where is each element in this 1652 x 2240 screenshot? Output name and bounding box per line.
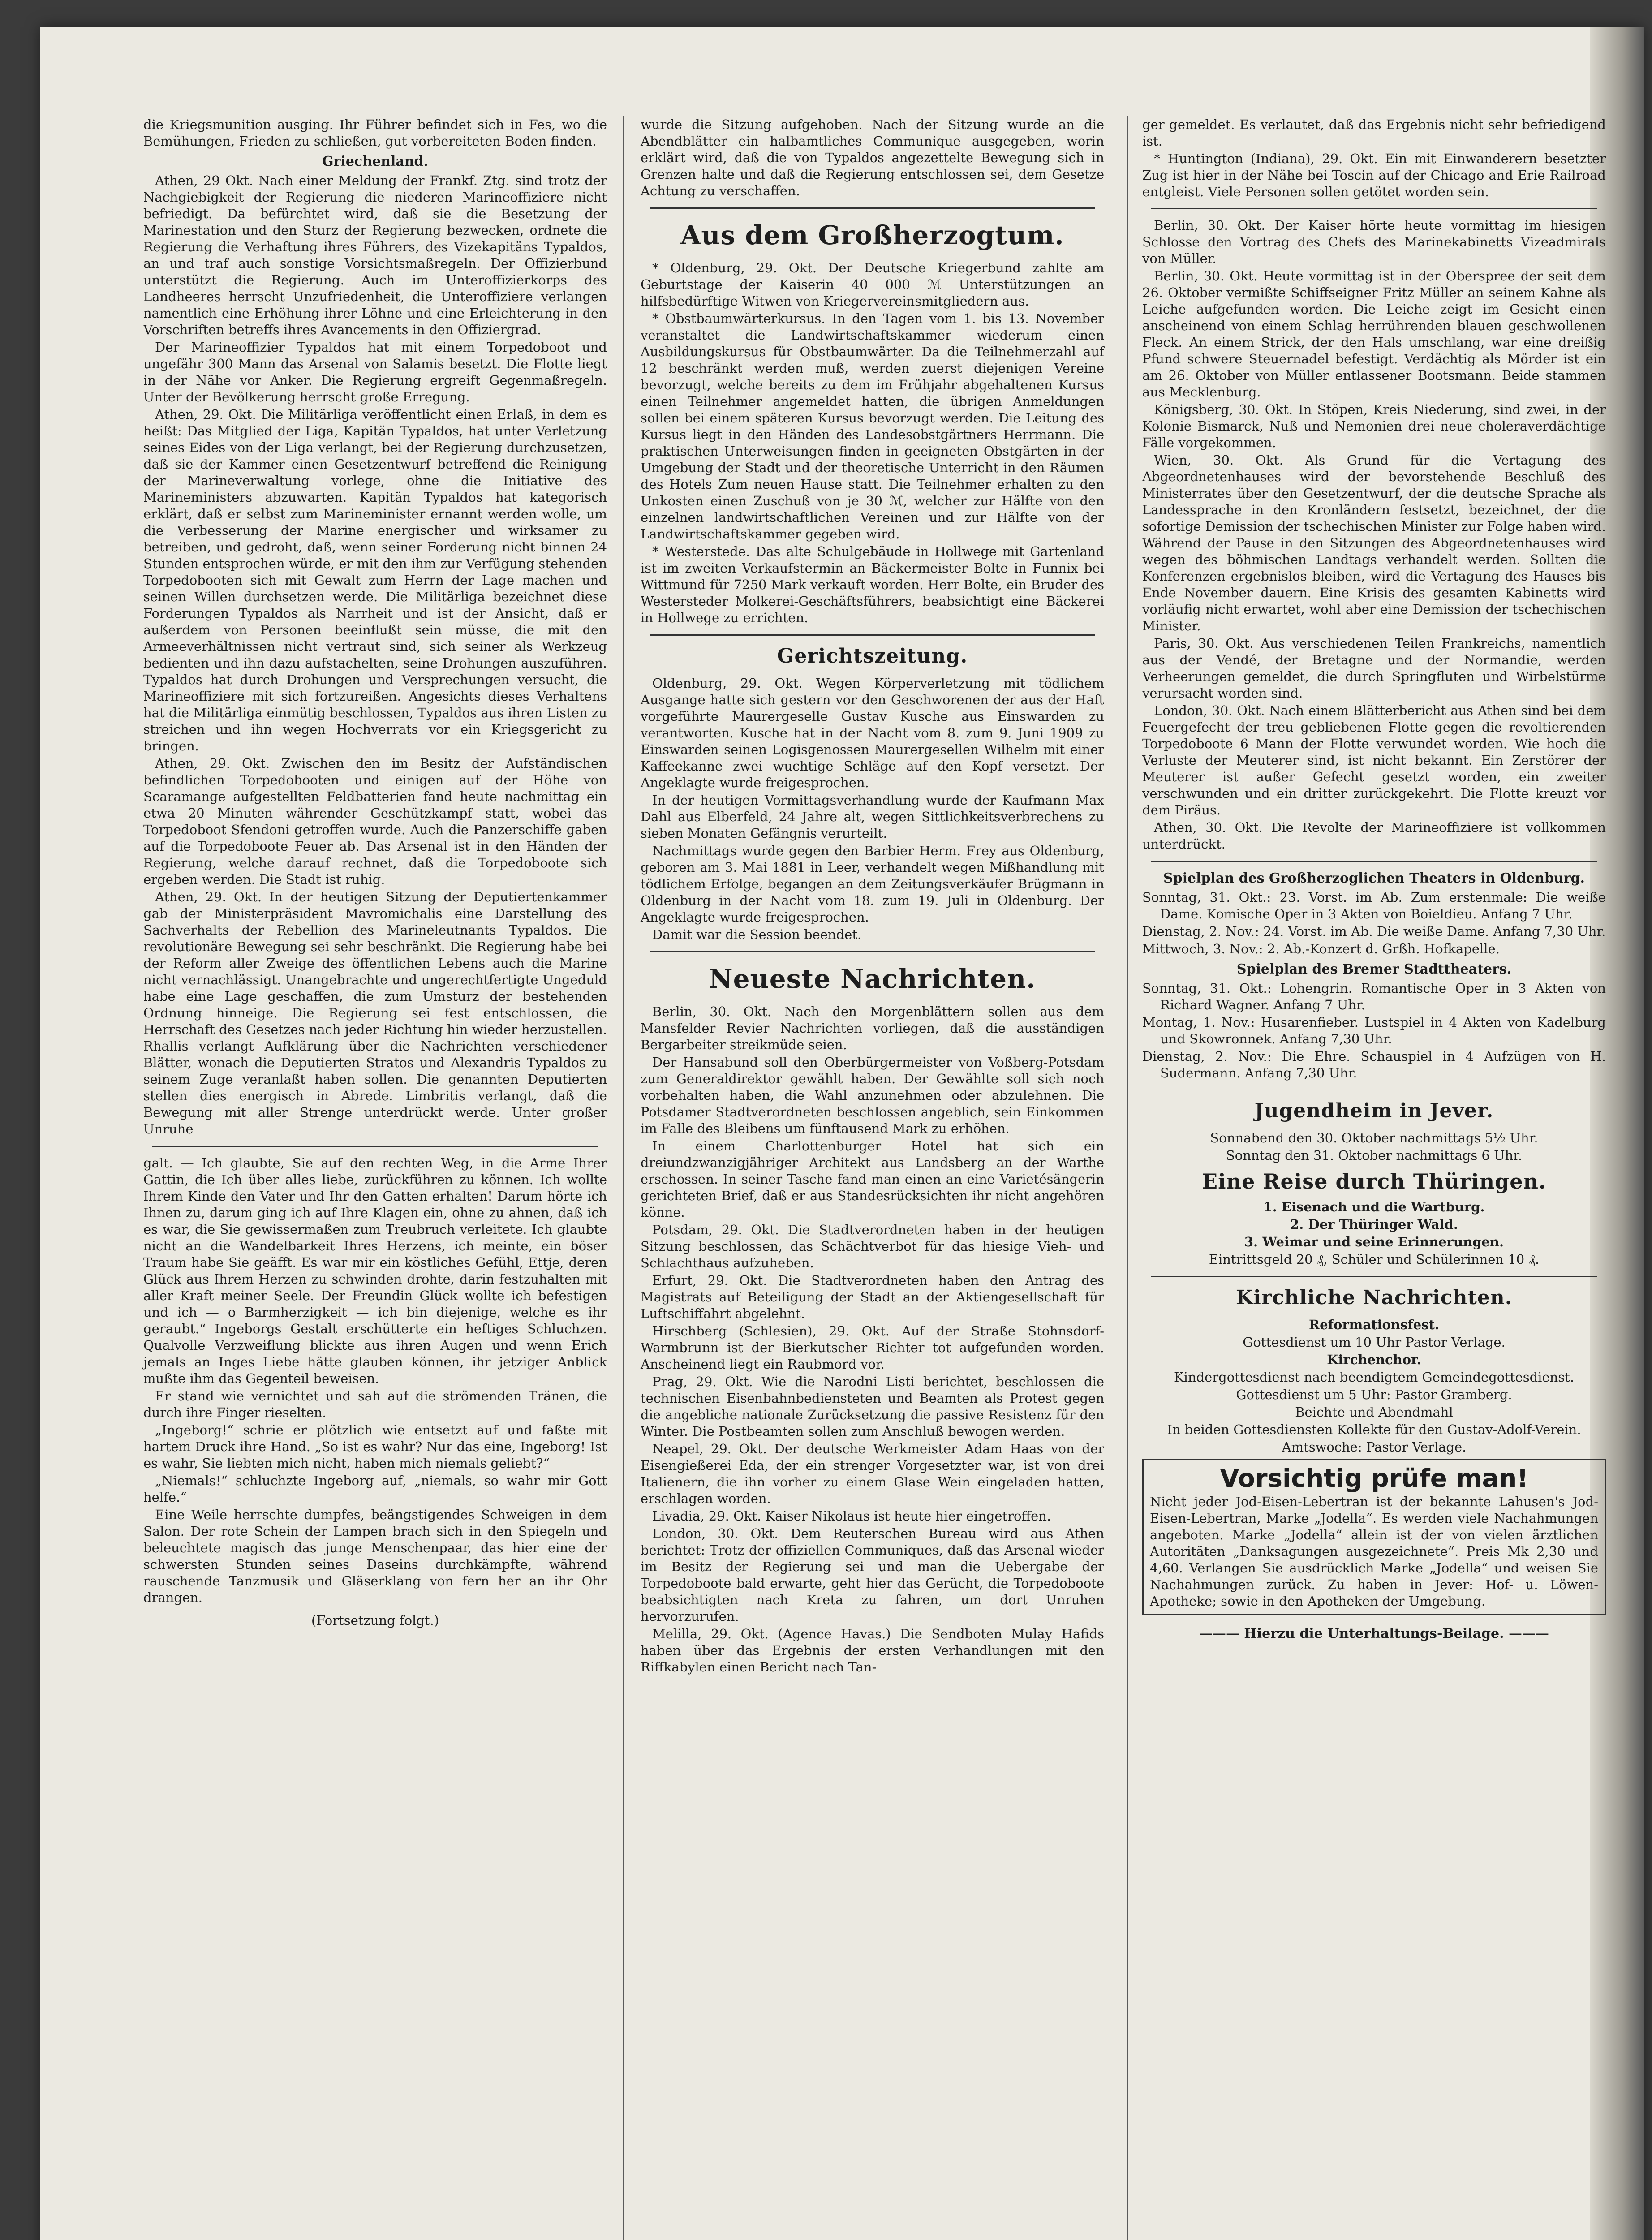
divider xyxy=(1151,208,1597,209)
article-text: Athen, 29. Okt. In der heutigen Sitzung der Deputiertenkammer gab der Ministerpräsident Mavromichalis eine Darstellung des Sachverhalts der Rebellion des Marineleutnants Typaldos. Die revolutionäre Bewegung sei sehr beschränkt. Die Regierung habe bei der Reform aller Zweige des öffentlichen Lebens auch die Marine nicht vernachlässigt. Unangebrachte und ungerechtfertigte Ungeduld habe eine Lage geschaffen, die zum Umsturz der bestehenden Ordnung hinneige. Die Regierung sei fest entschlossen, die Herrschaft des Gesetzes nach jeder Richtung hin wieder herzustellen. Rhallis verlangt Aufklärung über die Nachrichten verschiedener Blätter, wonach die Deputierten Stratos und Alexandris Typaldos zu seinem Zuge veranlaßt haben sollen. Die genannten Deputierten stellen dies energisch in Abrede. Limbritis verlangt, daß die Bewegung mit aller Strenge unterdrückt werde. Unter großer Unruhe xyxy=(143,889,607,1137)
advert-heading: Jugendheim in Jever. xyxy=(1254,1099,1494,1122)
article-text: Nachmittags wurde gegen den Barbier Herm. Frey aus Oldenburg, geboren am 3. Mai 1881 in Leer, verhandelt wegen Mißhandlung mit tödlichem Erfolge, begangen an dem Zeitungsverkäufer Brügmann in Oldenburg in der Nacht vom 18. zum 19. Juli in Oldenburg. Der Angeklagte wurde freigesprochen. xyxy=(641,843,1104,925)
serial-novel-text: galt. — Ich glaubte, Sie auf den rechten Weg, in die Arme Ihrer Gattin, die Ich über alles liebe, zurückführen zu können. Ich wollte Ihrem Kinde den Vater und Ihr den Gatten erhalten! Darum hörte ich Ihnen zu, darum ging ich auf Ihre Klagen ein, ohne zu ahnen, daß ich es war, die Sie gewissermaßen zum Treubruch verleitete. Ich glaubte nicht an die Wandelbarkeit Ihres Herzens, ich meinte, ein böser Traum habe Sie geäfft. Es war mir ein köstliches Gefühl, Ettje, deren Glück aus Ihrem Herzen zu schwinden drohte, darin festzuhalten mit aller Kraft meiner Seele. Der Freundin Glück wollte ich befestigen und ich — o Barmherzigkeit — ich bin diejenige, welche es ihr geraubt.“ Ingeborgs Gestalt erschütterte ein heftiges Schluchzen. Qualvolle Verzweiflung blickte aus ihren Augen und wenn Erich jemals an Inges Liebe hätte glauben können, ihr jetziger Anblick mußte ihm das Gegenteil beweisen. xyxy=(143,1155,607,1386)
article-text: die Kriegsmunition ausging. Ihr Führer befindet sich in Fes, wo die Bemühungen, Frieden zu schließen, gut vorbereiteten Boden finden. xyxy=(143,117,607,149)
theater-schedule xyxy=(1142,980,1606,1081)
section-heading: Gerichtszeitung. xyxy=(777,645,968,668)
article-text: * Huntington (Indiana), 29. Okt. Ein mit Einwanderern besetzter Zug ist hier in der Nähe bei Toscin auf der Chicago and Erie Railroad entgleist. Viele Personen sollen getötet worden sein. xyxy=(1142,151,1606,199)
article-text: Prag, 29. Okt. Wie die Narodni Listi berichtet, beschlossen die technischen Eisenbahnbediensteten und Beamten als Protest gegen die angebliche nationale Zurücksetzung die passive Resistenz für den Winter. Die Postbeamten sollen zum Anschluß bewogen werden. xyxy=(641,1374,1104,1439)
church-text: Amtswoche: Pastor Verlage. xyxy=(1282,1439,1467,1455)
article-text: Berlin, 30. Okt. Der Kaiser hörte heute vormittag im hiesigen Schlosse den Vortrag des Chefs des Marinekabinetts Vizeadmirals von Müller. xyxy=(1142,218,1606,266)
theater-schedule xyxy=(1142,889,1606,957)
article-text: Paris, 30. Okt. Aus verschiedenen Teilen Frankreichs, namentlich aus der Vendé, der Bretagne und der Normandie, werden Verheerungen gemeldet, die durch Springfluten und Wirbelstürme verursacht worden sind. xyxy=(1142,636,1606,701)
article-text: Berlin, 30. Okt. Nach den Morgenblättern sollen aus dem Mansfelder Revier Nachrichten vorliegen, daß die ausständigen Bergarbeiter streikmüde seien. xyxy=(641,1004,1104,1052)
advert-text: Eintrittsgeld 20 ₰, Schüler und Schülerinnen 10 ₰. xyxy=(1209,1252,1540,1267)
article-text: Athen, 30. Okt. Die Revolte der Marineoffiziere ist vollkommen unterdrückt. xyxy=(1142,820,1606,852)
article-text: Wien, 30. Okt. Als Grund für die Vertagung des Abgeordnetenhauses wird der bevorstehende Beschluß des Ministerrates über den Gesetzentwurf, der die deutsche Sprache als Landessprache in den Kronländern festsetzt, bezeichnet, der die sofortige Demission der tschechischen Minister zur Folge haben wird. Während der Pause in den Sitzungen des Abgeordnetenhauses wird wegen des böhmischen Landtags verhandelt werden. Sollten die Konferenzen ergebnislos bleiben, wird die Vertagung des Hauses bis Ende November dauern. Eine Krisis des gesamten Kabinetts wird vorläufig nicht erwartet, wohl aber eine Demission der tschechischen Minister. xyxy=(1142,452,1606,633)
column-1 xyxy=(143,116,607,1629)
article-text: Königsberg, 30. Okt. In Stöpen, Kreis Niederung, sind zwei, in der Kolonie Bismarck, Nuß und Nemonien drei neue choleraverdächtige Fälle vorgekommen. xyxy=(1142,402,1606,450)
continuation-note: (Fortsetzung folgt.) xyxy=(311,1613,439,1628)
article-text: Livadia, 29. Okt. Kaiser Nikolaus ist heute hier eingetroffen. xyxy=(652,1508,1051,1524)
schedule-entry: Dienstag, 2. Nov.: Die Ehre. Schauspiel in 4 Aufzügen von H. Sudermann. Anfang 7,30 Uhr. xyxy=(1142,1049,1606,1081)
supplement-note: ——— Hierzu die Unterhaltungs-Beilage. ——— xyxy=(1199,1626,1549,1641)
theater-schedule-heading: Spielplan des Großherzoglichen Theaters in Oldenburg. xyxy=(1163,870,1585,886)
article-text: ger gemeldet. Es verlautet, daß das Ergebnis nicht sehr befriedigend ist. xyxy=(1142,117,1606,149)
divider xyxy=(650,951,1095,952)
church-text: Reformationsfest. xyxy=(1308,1317,1440,1332)
divider xyxy=(1151,1276,1597,1277)
theater-schedule-heading: Spielplan des Bremer Stadttheaters. xyxy=(1236,961,1512,977)
article-text: London, 30. Okt. Dem Reuterschen Bureau wird aus Athen berichtet: Trotz der offiziellen Communiques, daß das Arsenal wieder im Besitz der Regierung sei und man die Uebergabe der Torpedoboote bald erwarte, geht hier das Gerücht, die Torpedoboote beabsichtigten nach Kreta zu fahren, um dort Unruhen hervorzurufen. xyxy=(641,1526,1104,1624)
schedule-entry: Dienstag, 2. Nov.: 24. Vorst. im Ab. Die weiße Dame. Anfang 7,30 Uhr. xyxy=(1142,924,1606,939)
column-2 xyxy=(641,116,1104,1676)
article-text: Erfurt, 29. Okt. Die Stadtverordneten haben den Antrag des Magistrats auf Beteiligung der Stadt an der Aktiengesellschaft für Luftschiffahrt abgelehnt. xyxy=(641,1273,1104,1321)
article-text: Damit war die Session beendet. xyxy=(652,927,862,942)
advert-item: 3. Weimar und seine Erinnerungen. xyxy=(1244,1234,1504,1249)
advert-text: Nicht jeder Jod-Eisen-Lebertran ist der bekannte Lahusen's Jod-Eisen-Lebertran, Marke „Jodella“. Es werden viele Nachahmungen angeboten. Marke „Jodella“ allein ist der von vielen ärztlichen Autoritäten „Danksagungen ausgezeichnete“. Preis Mk 2,30 und 4,60. Verlangen Sie ausdrücklich Marke „Jodella“ und weisen Sie Nachahmungen zurück. Zu haben in Jever: Hof- u. Löwen-Apotheke; sowie in den Apotheken der Umgebung. xyxy=(1150,1494,1598,1609)
church-heading: Kirchliche Nachrichten. xyxy=(1235,1286,1513,1309)
church-text: Gottesdienst um 10 Uhr Pastor Verlage. xyxy=(1243,1335,1506,1350)
advert-item: 2. Der Thüringer Wald. xyxy=(1290,1217,1458,1232)
serial-novel-text: Er stand wie vernichtet und sah auf die strömenden Tränen, die durch ihre Finger rieselten. xyxy=(143,1388,607,1420)
article-text: Neapel, 29. Okt. Der deutsche Werkmeister Adam Haas von der Eisengießerei Eda, der ein strenger Vorgesetzter war, ist von drei Italienern, die ihn vorher zu einem Glase Wein eingeladen hatten, erschlagen worden. xyxy=(641,1441,1104,1506)
article-text: Athen, 29. Okt. Zwischen den im Besitz der Aufständischen befindlichen Torpedobooten und einigen auf der Höhe von Scaramange aufgestellten Feldbatterien fand heute nachmittag ein etwa 20 Minuten währender Geschützkampf statt, wobei das Torpedoboot Sfendoni getroffen wurde. Auch die Panzerschiffe gaben auf die Torpedoboote Feuer ab. Das Arsenal ist in den Händen der Regierung, welche darauf rechnet, daß die Torpedoboote sich ergeben werden. Die Stadt ist ruhig. xyxy=(143,756,607,887)
advert-text: Sonntag den 31. Oktober nachmittags 6 Uhr. xyxy=(1226,1148,1523,1163)
advert-title: Vorsichtig prüfe man! xyxy=(1220,1464,1528,1493)
column-rule xyxy=(623,116,624,2240)
article-text: Melilla, 29. Okt. (Agence Havas.) Die Sendboten Mulay Hafids haben über das Ergebnis der ersten Verhandlungen mit den Riffkabylen einen Bericht nach Tan- xyxy=(641,1626,1104,1675)
article-text: In der heutigen Vormittagsverhandlung wurde der Kaufmann Max Dahl aus Elberfeld, 24 Jahre alt, wegen Sittlichkeitsverbrechens zu sieben Monaten Gefängnis verurteilt. xyxy=(641,793,1104,841)
church-text: Gottesdienst um 5 Uhr: Pastor Gramberg. xyxy=(1236,1387,1512,1402)
advert-item: 1. Eisenach und die Wartburg. xyxy=(1263,1199,1485,1215)
church-text: Kindergottesdienst nach beendigtem Gemeindegottesdienst. xyxy=(1174,1370,1575,1385)
schedule-entry: Sonntag, 31. Okt.: Lohengrin. Romantische Oper in 3 Akten von Richard Wagner. Anfang 7 Uhr. xyxy=(1142,981,1606,1012)
serial-novel-text: „Ingeborg!“ schrie er plötzlich wie entsetzt auf und faßte mit hartem Druck ihre Hand. „So ist es wahr? Nur das eine, Ingeborg! Ist es wahr, Sie liebten mich nicht, haben mich niemals geliebt?“ xyxy=(143,1422,607,1471)
section-heading: Neueste Nachrichten. xyxy=(709,964,1036,994)
advert-text: Sonnabend den 30. Oktober nachmittags 5½ Uhr. xyxy=(1210,1130,1538,1146)
advert-title: Eine Reise durch Thüringen. xyxy=(1202,1169,1546,1193)
newspaper-page xyxy=(40,27,1644,2240)
serial-novel-text: Eine Weile herrschte dumpfes, beängstigendes Schweigen in dem Salon. Der rote Schein der Lampen brach sich in den Spiegeln und beleuchtete magisch das junge Menschenpaar, das hier eine der schwersten Stunden seines Daseins durchkämpfte, während rauschende Tanzmusik und Gläserklang von fern her an ihr Ohr drangen. xyxy=(143,1507,607,1605)
divider xyxy=(650,634,1095,636)
article-text: London, 30. Okt. Nach einem Blätterbericht aus Athen sind bei dem Feuergefecht der treu gebliebenen Flotte gegen die revoltierenden Torpedoboote 6 Mann der Flotte verwundet worden. Wie hoch die Verluste der Meuterer sind, ist nicht bekannt. Ein Zerstörer der Meuterer ist außer Gefecht gesetzt worden, ein zweiter verschwunden und ein dritter zurückgekehrt. Die Flotte kreuzt vor dem Piräus. xyxy=(1142,703,1606,818)
article-text: Hirschberg (Schlesien), 29. Okt. Auf der Straße Stohnsdorf-Warmbrunn ist der Bierkutscher Richter tot aufgefunden worden. Anscheinend liegt ein Raubmord vor. xyxy=(641,1323,1104,1372)
article-text: Berlin, 30. Okt. Heute vormittag ist in der Oberspree der seit dem 26. Oktober vermißte Schiffseigner Fritz Müller an seinem Kahne als Leiche aufgefunden worden. Die Leiche zeigt im Gesicht einen anscheinend von einem Schlag herrührenden blauen geschwollenen Fleck. An einem Strick, der den Hals umschlang, war eine dreißig Pfund schwere Steuernadel befestigt. Verdächtig als Mörder ist ein am 26. Oktober von Müller entlassener Bootsmann. Beide stammen aus Mecklenburg. xyxy=(1142,268,1606,400)
article-text: In einem Charlottenburger Hotel hat sich ein dreiundzwanzigjähriger Architekt aus Landsberg an der Warthe erschossen. In seiner Tasche fand man einen an eine Varietésängerin gerichteten Brief, daß er aus Standesrücksichten ihr nicht angehören könne. xyxy=(641,1138,1104,1220)
article-text: * Obstbaumwärterkursus. In den Tagen vom 1. bis 13. November veranstaltet die Landwirtschaftskammer wiederum einen Ausbildungskursus für Obstbaumwärter. Da die Teilnehmerzahl auf 12 beschränkt werden muß, werden zuerst diejenigen Vereine bevorzugt, welche bereits zu dem im Frühjahr abgehaltenen Kursus einen Teilnehmer angemeldet hatten, die übrigen Anmeldungen sollen bei einem späteren Kursus bevorzugt werden. Die Leitung des Kursus liegt in den Händen des Landesobstgärtners Herrmann. Die praktischen Unterweisungen finden in geeigneten Obstgärten in der Umgebung der Stadt und der theoretische Unterricht in den Räumen des Hotels Zum neuen Hause statt. Die Teilnehmer erhalten zu den Unkosten einen Zuschuß von je 30 ℳ, welcher zur Hälfte von den einzelnen landwirtschaftlichen Vereinen und zur Hälfte von der Landwirtschaftskammer gegeben wird. xyxy=(641,311,1104,542)
church-text: In beiden Gottesdiensten Kollekte für den Gustav-Adolf-Verein. xyxy=(1167,1422,1581,1437)
article-text: * Oldenburg, 29. Okt. Der Deutsche Kriegerbund zahlte am Geburtstage der Kaiserin 40 000 ℳ Unterstützungen an hilfsbedürftige Witwen von Kriegervereinsmitgliedern aus. xyxy=(641,260,1104,309)
divider xyxy=(1151,861,1597,862)
serial-novel-text: „Niemals!“ schluchzte Ingeborg auf, „niemals, so wahr mir Gott helfe.“ xyxy=(143,1473,607,1505)
article-text: Athen, 29 Okt. Nach einer Meldung der Frankf. Ztg. sind trotz der Nachgiebigkeit der Regierung die niederen Marineoffiziere nicht befriedigt. Da befürchtet wird, daß sie die Besetzung der Marinestation und den Sturz der Regierung bezwecken, ordnete die Regierung die Verhaftung ihres Führers, des Vizekapitäns Typaldos, an und traf auch sonstige Vorsichtsmaßregeln. Der Offizierbund unterstützt die Regierung. Auch im Unteroffizierkorps des Landheeres herrscht Unzufriedenheit, die Unteroffiziere verlangen namentlich eine Erhöhung ihrer Löhne und eine Erleichterung in den Vorschriften betreffs ihres Avancements in den Offiziergrad. xyxy=(143,173,607,337)
section-heading: Aus dem Großherzogtum. xyxy=(680,220,1064,250)
column-3 xyxy=(1142,116,1606,1642)
divider xyxy=(650,207,1095,209)
schedule-entry: Montag, 1. Nov.: Husarenfieber. Lustspiel in 4 Akten von Kadelburg und Skowronnek. Anfang 7,30 Uhr. xyxy=(1142,1015,1606,1047)
church-text: Kirchenchor. xyxy=(1327,1352,1421,1367)
article-text: Der Marineoffizier Typaldos hat mit einem Torpedoboot und ungefähr 300 Mann das Arsenal von Salamis besetzt. Die Flotte liegt in der Nähe vor Anker. Die Regierung ergreift Gegenmaßregeln. Unter der Bevölkerung herrscht große Erregung. xyxy=(143,340,607,405)
column-rule xyxy=(1127,116,1128,2240)
section-heading: Griechenland. xyxy=(322,154,428,169)
article-text: Potsdam, 29. Okt. Die Stadtverordneten haben in der heutigen Sitzung beschlossen, das Schächtverbot für das hiesige Vieh- und Schlachthaus aufzuheben. xyxy=(641,1222,1104,1271)
article-text: wurde die Sitzung aufgehoben. Nach der Sitzung wurde an die Abendblätter ein halbamtliches Communique ausgegeben, worin erklärt wird, daß die von Typaldos angezettelte Bewegung sich in Grenzen halte und daß die Regierung entschlossen sei, dem Gesetze Achtung zu verschaffen. xyxy=(641,117,1104,198)
schedule-entry: Sonntag, 31. Okt.: 23. Vorst. im Ab. Zum erstenmale: Die weiße Dame. Komische Oper in 3 Akten von Boieldieu. Anfang 7 Uhr. xyxy=(1142,890,1606,922)
article-text: Oldenburg, 29. Okt. Wegen Körperverletzung mit tödlichem Ausgange hatte sich gestern vor den Geschworenen der aus der Haft vorgeführte Maurergeselle Gustav Kusche aus Einswarden zu verantworten. Kusche hat in der Nacht vom 8. zum 9. Juni 1909 zu Einswarden seinen Logisgenossen Maurergesellen Wilhelm mit einer Kaffeekanne zwei wuchtige Schläge auf den Kopf versetzt. Der Angeklagte wurde freigesprochen. xyxy=(641,676,1104,790)
article-text: * Westerstede. Das alte Schulgebäude in Hollwege mit Gartenland ist im zweiten Verkaufstermin an Bäckermeister Bolte in Funnix bei Wittmund für 7250 Mark verkauft worden. Herr Bolte, ein Bruder des Westersteder Molkerei-Geschäftsführers, beabsichtigt eine Bäckerei in Hollwege zu errichten. xyxy=(641,544,1104,625)
article-text: Der Hansabund soll den Oberbürgermeister von Voßberg-Potsdam zum Generaldirektor gewählt haben. Der Gewählte soll sich noch vorbehalten haben, die Wahl anzunehmen oder abzulehnen. Die Potsdamer Stadtverordneten beschlossen angeblich, sein Einkommen im Falle des Bleibens um fünftausend Mark zu erhöhen. xyxy=(641,1055,1104,1136)
schedule-entry: Mittwoch, 3. Nov.: 2. Ab.-Konzert d. Grßh. Hofkapelle. xyxy=(1142,941,1500,956)
advertisement xyxy=(1142,1459,1606,1615)
divider xyxy=(152,1146,598,1147)
church-text: Beichte und Abendmahl xyxy=(1295,1404,1453,1420)
article-text: Athen, 29. Okt. Die Militärliga veröffentlicht einen Erlaß, in dem es heißt: Das Mitglied der Liga, Kapitän Typaldos, hat unter Verletzung seines Eides von der Liga verlangt, bei der Regierung durchzusetzen, daß sie der Kammer einen Gesetzentwurf betreffend die Reinigung der Marineverwaltung vorlege, ohne die Initiative des Marineministers abzuwarten. Kapitän Typaldos hat kategorisch erklärt, daß er selbst zum Marineminister ernannt werden wolle, um die Verbesserung der Marine energischer und wirksamer zu betreiben, und gedroht, daß, wenn seiner Forderung nicht binnen 24 Stunden entsprochen würde, er mit den ihm zur Verfügung stehenden Torpedobooten sich mit Gewalt zum Herrn der Lage machen und seinen Willen durchsetzen werde. Die Militärliga bezeichnet diese Forderungen Typaldos als Narrheit und ist der Ansicht, daß er außerdem von Personen beeinflußt sein müsse, die mit den Armeeverhältnissen nicht vertraut sind, sich seiner als Werkzeug bedienten und ihn dazu aufstachelten, seine Drohungen auszuführen. Typaldos hat durch Drohungen und Versprechungen versucht, die Marineoffiziere mit sich fortzureißen. Angesichts dieses Verhaltens hat die Militärliga einmütig beschlossen, Typaldos aus ihren Listen zu streichen und ihn wegen Hochverrats vor ein Kriegsgericht zu bringen. xyxy=(143,407,607,754)
